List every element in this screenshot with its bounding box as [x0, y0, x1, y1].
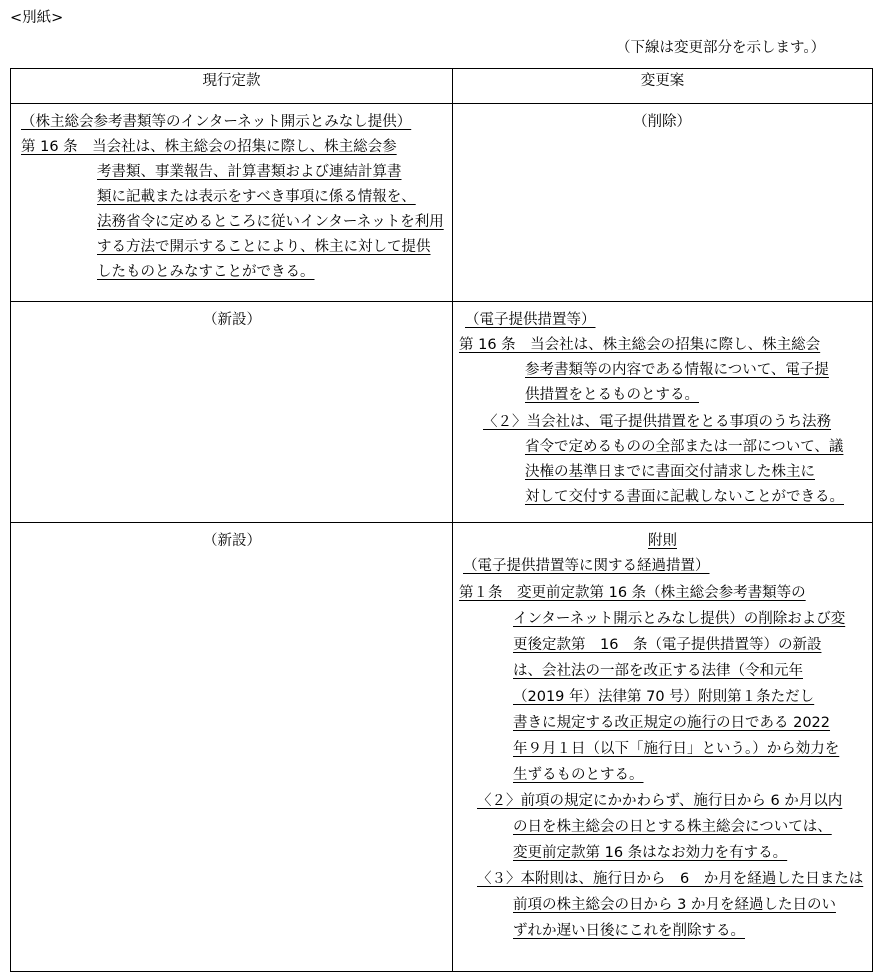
- article-line: インターネット開示とみなし提供）の削除および変: [513, 611, 846, 627]
- article-line: 第１条 変更前定款第 16 条（株主総会参考書類等の: [459, 585, 806, 601]
- article-line: 類に記載または表示をすべき事項に係る情報を、: [97, 189, 416, 205]
- article-line: 更後定款第 16 条（電子提供措置等）の新設: [513, 637, 822, 653]
- article-line: 生ずるものとする。: [513, 767, 644, 783]
- proposed-cell: [453, 523, 873, 972]
- new-marker: （新設）: [203, 533, 261, 549]
- article-line: する方法で開示することにより、株主に対して提供: [97, 239, 431, 255]
- table-header-row: [11, 69, 873, 104]
- article-line: 法務省令に定めるところに従いインターネットを利用: [97, 214, 444, 230]
- article-line: 第 16 条 当会社は、株主総会の招集に際し、株主総会参: [21, 139, 397, 155]
- attachment-label: <別紙>: [10, 10, 64, 26]
- underline-note: （下線は変更部分を示します。）: [616, 40, 826, 56]
- article-line: 対して交付する書面に記載しないことができる。: [525, 489, 844, 505]
- article-line: は、会社法の一部を改正する法律（令和元年: [513, 663, 803, 679]
- amendment-comparison-table: [10, 68, 873, 972]
- current-cell: [11, 302, 453, 523]
- article-line: 年９月１日（以下「施行日」という。）から効力を: [513, 741, 840, 757]
- article-line: 前項の株主総会の日から 3 か月を経過した日のい: [513, 897, 836, 913]
- article-line: 書きに規定する改正規定の施行の日である 2022: [513, 715, 831, 731]
- proposed-cell: [453, 302, 873, 523]
- article-line: 参考書類等の内容である情報について、電子提: [525, 362, 829, 378]
- supplementary-heading: 附則: [648, 533, 677, 549]
- new-marker: （新設）: [203, 312, 261, 328]
- current-cell: [11, 104, 453, 302]
- table-row: [11, 104, 873, 302]
- proposed-cell: [453, 104, 873, 302]
- article-line: の日を株主総会の日とする株主総会については、: [513, 819, 832, 835]
- article-line: 〈３〉本附則は、施行日から 6 か月を経過した日または: [477, 871, 864, 887]
- article-line: ずれか遅い日後にこれを削除する。: [513, 923, 745, 939]
- article-line: 変更前定款第 16 条はなお効力を有する。: [513, 845, 788, 861]
- article-title: （株主総会参考書類等のインターネット開示とみなし提供）: [21, 114, 412, 130]
- article-line: 〈２〉前項の規定にかかわらず、施行日から 6 か月以内: [477, 793, 843, 809]
- article-line: 考書類、事業報告、計算書類および連結計算書: [97, 164, 402, 180]
- article-line: 第 16 条 当会社は、株主総会の招集に際し、株主総会: [459, 337, 821, 353]
- table-row: [11, 302, 873, 523]
- table-row: [11, 523, 873, 972]
- article-line: 省令で定めるものの全部または一部について、議: [525, 439, 844, 455]
- header-proposed-amendment: 変更案: [453, 69, 873, 104]
- header-current-articles: 現行定款: [11, 69, 453, 104]
- article-line: したものとみなすことができる。: [97, 264, 315, 280]
- current-cell: [11, 523, 453, 972]
- article-line: 〈２〉当会社は、電子提供措置をとる事項のうち法務: [483, 414, 831, 430]
- article-line: （2019 年）法律第 70 号）附則第１条ただし: [513, 689, 815, 705]
- article-title: （電子提供措置等に関する経過措置）: [463, 558, 710, 574]
- deleted-marker: （削除）: [633, 114, 691, 130]
- article-line: 供措置をとるものとする。: [525, 387, 699, 403]
- article-line: 決権の基準日までに書面交付請求した株主に: [525, 464, 815, 480]
- article-title: （電子提供措置等）: [465, 312, 596, 328]
